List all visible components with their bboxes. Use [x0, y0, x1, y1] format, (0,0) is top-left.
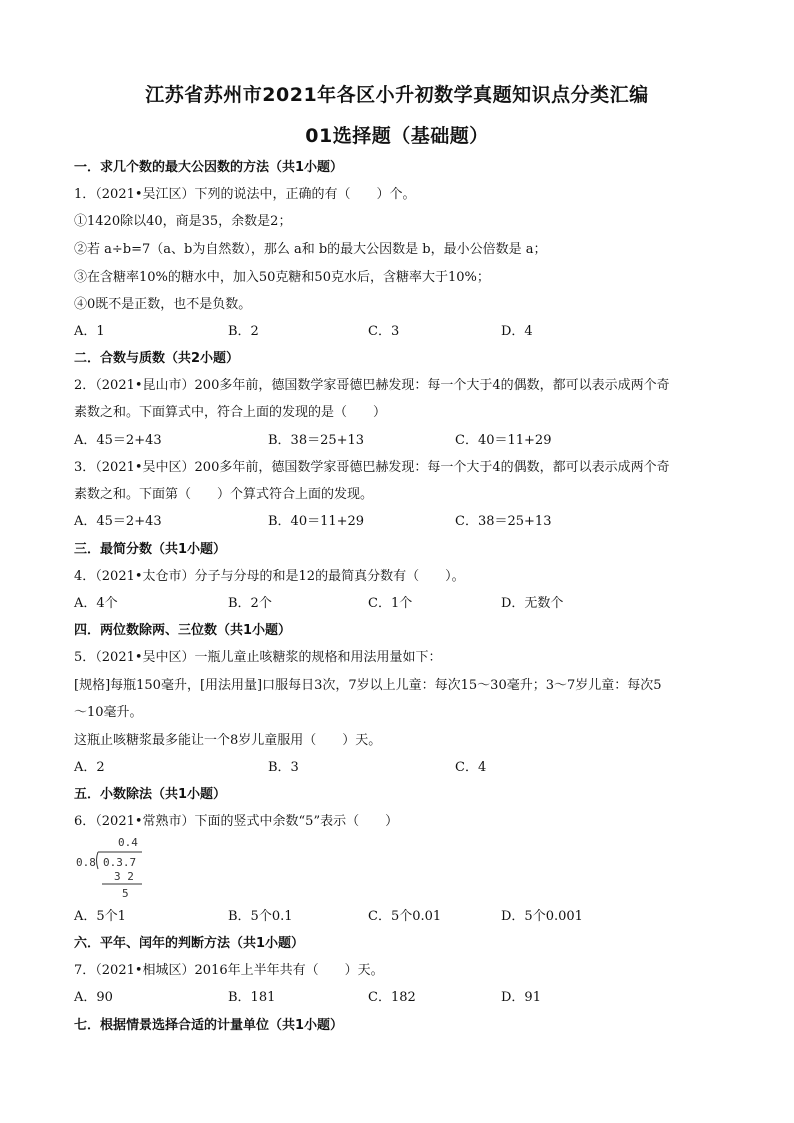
question-2-option-b: B．38＝25+13: [268, 433, 365, 448]
question-2-option-a: A．45＝2+43: [74, 433, 162, 448]
question-6-option-b: B．5个0.1: [228, 909, 293, 924]
question-4-option-b: B．2个: [228, 596, 272, 611]
question-5-option-b: B．3: [268, 760, 299, 775]
section-heading-6: 六．平年、闰年的判断方法（共1小题）: [74, 936, 305, 951]
section-heading-2: 二．合数与质数（共2小题）: [74, 351, 240, 366]
question-6-option-c: C．5个0.01: [368, 909, 442, 924]
question-1-stem: 1．（2021•吴江区）下列的说法中，正确的有（ ）个。: [74, 187, 416, 202]
division-divisor: 0.8: [76, 856, 96, 869]
question-7-stem: 7．（2021•相城区）2016年上半年共有（ ）天。: [74, 963, 384, 978]
question-4-option-c: C．1个: [368, 596, 413, 611]
question-1-statement-4: ④0既不是正数，也不是负数。: [74, 297, 252, 312]
question-4-stem: 4．（2021•太仓市）分子与分母的和是12的最简真分数有（ ）。: [74, 569, 465, 584]
question-7-option-d: D．91: [501, 990, 541, 1005]
section-heading-5: 五．小数除法（共1小题）: [74, 787, 227, 802]
document-title: 江苏省苏州市2021年各区小升初数学真题知识点分类汇编: [145, 84, 649, 106]
section-heading-7: 七．根据情景选择合适的计量单位（共1小题）: [74, 1018, 344, 1033]
question-1-option-d: D．4: [501, 324, 533, 339]
section-heading-3: 三．最简分数（共1小题）: [74, 542, 227, 557]
question-7-option-a: A．90: [74, 990, 113, 1005]
question-1-option-c: C．3: [368, 324, 400, 339]
section-heading-1: 一．求几个数的最大公因数的方法（共1小题）: [74, 160, 344, 175]
division-quotient: 0.4: [118, 836, 138, 849]
question-7-option-b: B．181: [228, 990, 276, 1005]
question-1-option-a: A．1: [74, 324, 105, 339]
question-6-option-d: D．5个0.001: [501, 909, 583, 924]
question-1-statement-1: ①1420除以40，商是35，余数是2；: [74, 214, 292, 229]
question-3-option-b: B．40＝11+29: [268, 514, 365, 529]
question-3-option-c: C．38＝25+13: [455, 514, 552, 529]
division-remainder: 5: [122, 887, 129, 900]
question-7-option-c: C．182: [368, 990, 416, 1005]
question-5-option-c: C．4: [455, 760, 487, 775]
question-5-line-2: ～10毫升。: [74, 705, 143, 720]
question-1-option-b: B．2: [228, 324, 259, 339]
question-1-statement-2: ②若 a÷b=7（a、b为自然数），那么 a和 b的最大公因数是 b，最小公倍数是 a；: [74, 242, 547, 257]
section-heading-4: 四．两位数除两、三位数（共1小题）: [74, 623, 292, 638]
question-5-stem: 5．（2021•吴中区）一瓶儿童止咳糖浆的规格和用法用量如下：: [74, 650, 442, 665]
question-2-option-c: C．40＝11+29: [455, 433, 552, 448]
question-3-line-2: 素数之和。下面第（ ）个算式符合上面的发现。: [74, 487, 374, 502]
question-4-option-d: D．无数个: [501, 596, 564, 611]
division-product: 3 2: [114, 870, 134, 883]
question-2-line-2: 素数之和。下面算式中，符合上面的发现的是（ ）: [74, 405, 387, 420]
question-5-option-a: A．2: [74, 760, 105, 775]
question-5-line-1: [规格]每瓶150毫升，[用法用量]口服每日3次，7岁以上儿童：每次15～30毫升；3～7岁儿童：每次5: [74, 678, 662, 693]
document-subtitle: 01选择题（基础题）: [305, 125, 489, 147]
division-dividend: 0.3.7: [103, 856, 137, 869]
question-3-line-1: 3．（2021•吴中区）200多年前，德国数学家哥德巴赫发现：每一个大于4的偶数，都可以表示成两个奇: [74, 460, 670, 475]
question-2-line-1: 2．（2021•昆山市）200多年前，德国数学家哥德巴赫发现：每一个大于4的偶数，都可以表示成两个奇: [74, 378, 670, 393]
question-5-line-3: 这瓶止咳糖浆最多能让一个8岁儿童服用（ ）天。: [74, 733, 382, 748]
question-1-statement-3: ③在含糖率10%的糖水中，加入50克糖和50克水后，含糖率大于10%；: [74, 270, 490, 285]
question-6-stem: 6．（2021•常熟市）下面的竖式中余数“5”表示（ ）: [74, 814, 399, 829]
long-division-figure: [76, 836, 146, 902]
question-4-option-a: A．4个: [74, 596, 118, 611]
question-3-option-a: A．45＝2+43: [74, 514, 162, 529]
question-6-option-a: A．5个1: [74, 909, 126, 924]
division-bracket: [76, 836, 146, 902]
